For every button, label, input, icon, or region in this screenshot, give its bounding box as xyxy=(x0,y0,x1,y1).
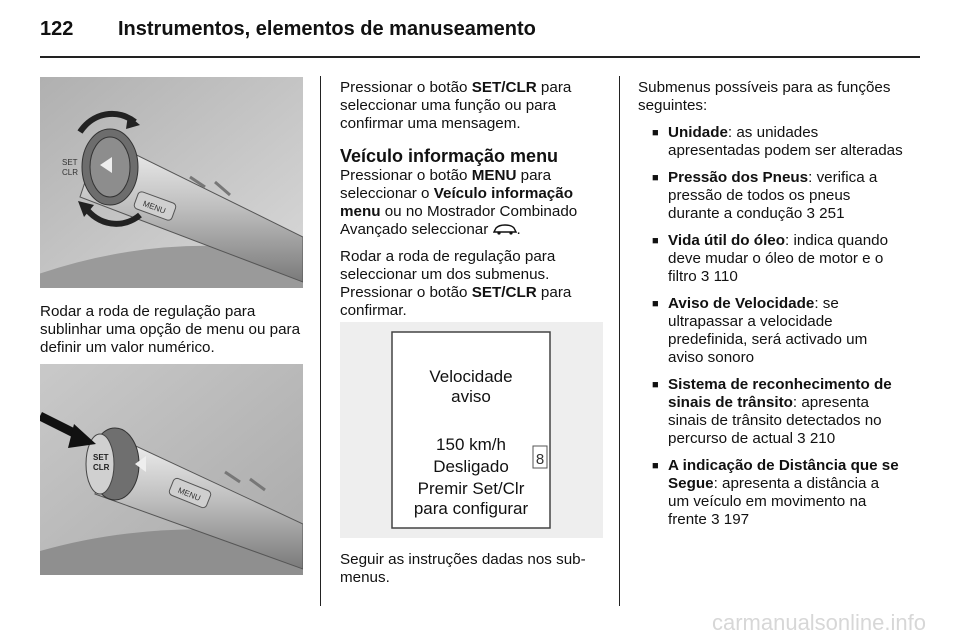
right-column xyxy=(638,79,904,538)
stalk-rotation-figure xyxy=(40,77,303,288)
p2-f: . xyxy=(516,221,521,238)
page-ref-icon: 3 xyxy=(806,205,815,222)
p3-b: SET/CLR xyxy=(471,284,537,301)
display-line-4: Desligado xyxy=(433,457,509,476)
item-title: Pressão dos Pneus xyxy=(668,169,809,186)
list-item xyxy=(652,295,904,367)
page-ref-icon: 3 xyxy=(700,268,710,285)
display-line-1: Velocidade xyxy=(429,367,513,386)
list-item xyxy=(652,124,904,160)
p2-b: MENU xyxy=(471,167,517,184)
fig1-menu-label: MENU xyxy=(141,199,167,216)
list-item xyxy=(652,169,904,223)
p1-pre: Pressionar o botão xyxy=(340,79,472,96)
display-line-6: para configurar xyxy=(413,499,529,518)
list-item xyxy=(652,376,904,448)
display-side-digit: 8 xyxy=(535,451,545,468)
header-rule xyxy=(40,56,920,58)
display-figure xyxy=(340,322,603,538)
display-line-3: 150 km/h xyxy=(436,435,506,454)
right-intro: Submenus possíveis para as funções seguintes: xyxy=(638,79,891,114)
p2-c: para seleccionar o xyxy=(340,167,552,202)
column-divider-1 xyxy=(320,76,321,606)
paragraph-submenus: Seguir as instruções dadas nos sub-menus. xyxy=(340,551,586,586)
p2-d: Veículo informação menu xyxy=(340,185,573,220)
watermark: carmanualsonline.info xyxy=(711,610,926,635)
item-text: : as unidades apresentadas podem ser alteradas xyxy=(668,124,903,159)
p1-post: para seleccionar uma função ou para confirmar uma mensagem. xyxy=(340,79,572,132)
fig2-set-label: SET xyxy=(93,453,109,462)
paragraph-menu xyxy=(340,167,605,239)
page-title: Instrumentos, elementos de manuseamento xyxy=(118,18,536,40)
page-number: 122 xyxy=(40,18,74,40)
caption-text: Rodar a roda de regulação para sublinhar uma opção de menu ou para definir um valor numérico. xyxy=(40,303,301,356)
display-line-5: Premir Set/Clr xyxy=(417,479,525,498)
paragraph-rotate xyxy=(340,248,605,320)
middle-column xyxy=(340,79,605,329)
car-icon xyxy=(493,223,517,235)
section-heading: Veículo informação menu xyxy=(340,146,559,166)
list-item xyxy=(652,457,904,529)
paragraph-set-clr xyxy=(340,79,605,133)
page-ref-link[interactable]: 110 xyxy=(713,268,738,285)
item-title: A indicação de Distância que se Segue xyxy=(668,457,899,492)
page-ref-link[interactable]: 197 xyxy=(723,511,750,528)
item-text: : se ultrapassar a velocidade predefinida, será activado um aviso sonoro xyxy=(668,295,868,366)
item-text: : apresenta sinais de trânsito detectados no percurso de actual xyxy=(668,394,882,447)
stalk-press-figure xyxy=(40,364,303,575)
item-title: Unidade xyxy=(668,124,728,141)
page-header xyxy=(40,18,920,58)
middle-bottom xyxy=(340,551,605,596)
item-text: : apresenta a distância a um veículo em movimento na frente xyxy=(668,475,880,528)
fig2-clr-label: CLR xyxy=(93,463,110,472)
page-ref-icon: 3 xyxy=(797,430,806,447)
submenu-list xyxy=(638,124,904,529)
page-ref-link[interactable]: 210 xyxy=(809,430,836,447)
item-title: Vida útil do óleo xyxy=(668,232,786,249)
fig2-menu-label: MENU xyxy=(176,485,202,503)
fig1-set-label: SET xyxy=(62,158,78,167)
p3-a: Rodar a roda de regulação para seleccionar um dos submenus. Pressionar o botão xyxy=(340,248,556,301)
item-text: : indica quando deve mudar o óleo de motor e o filtro xyxy=(668,232,889,285)
list-item xyxy=(652,232,904,286)
page-ref-icon: 3 xyxy=(711,511,720,528)
p1-bold: SET/CLR xyxy=(471,79,537,96)
item-text: : verifica a pressão de todos os pneus durante a condução xyxy=(668,169,878,222)
fig1-clr-label: CLR xyxy=(62,168,79,177)
p2-a: Pressionar o botão xyxy=(340,167,472,184)
item-title: Sistema de reconhecimento de sinais de trânsito xyxy=(668,376,892,411)
p3-c: para confirmar. xyxy=(340,284,572,319)
p2-e: ou no Mostrador Combinado Avançado seleccionar xyxy=(340,203,578,238)
display-line-2: aviso xyxy=(451,387,491,406)
left-caption xyxy=(40,303,302,366)
item-title: Aviso de Velocidade xyxy=(668,295,815,312)
page-ref-link[interactable]: 251 xyxy=(819,205,845,222)
column-divider-2 xyxy=(619,76,620,606)
